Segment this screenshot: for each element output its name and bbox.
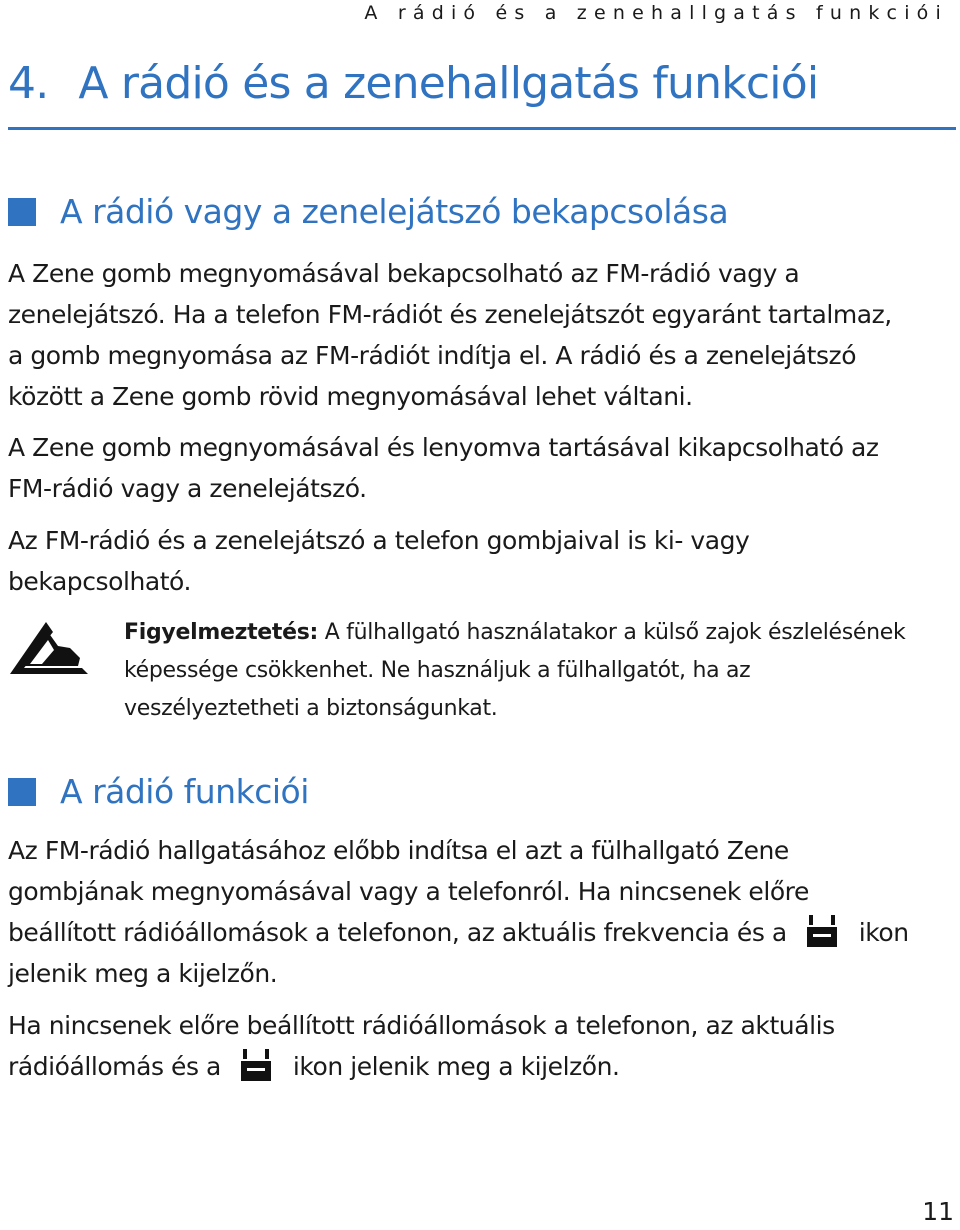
warning-text xyxy=(124,614,905,728)
square-bullet-icon xyxy=(8,778,36,806)
paragraph-power-on xyxy=(8,253,892,417)
paragraph-power-off xyxy=(8,427,879,509)
text-segment: beállított rádióállomások a telefonon, az aktuális frekvencia és a xyxy=(8,918,787,947)
paragraph-radio-station xyxy=(8,1005,835,1087)
text-line: bekapcsolható. xyxy=(8,567,191,596)
text-line: A Zene gomb megnyomásával és lenyomva tartásával kikapcsolható az xyxy=(8,433,879,462)
text-segment: ikon xyxy=(858,918,909,947)
paragraph-radio-start xyxy=(8,830,909,994)
text-line: gombjának megnyomásával vagy a telefonról. Ha nincsenek előre xyxy=(8,877,809,906)
text-line: zenelejátszó. Ha a telefon FM-rádiót és zenelejátszót egyaránt tartalmaz, xyxy=(8,300,892,329)
text-line: jelenik meg a kijelzőn. xyxy=(8,959,278,988)
warning-label: Figyelmeztetés: xyxy=(124,620,319,645)
text-line xyxy=(124,614,905,652)
radio-frequency-icon xyxy=(805,915,839,947)
text-line xyxy=(8,1046,835,1087)
text-line: a gomb megnyomása az FM-rádiót indítja el. A rádió és a zenelejátszó xyxy=(8,341,857,370)
text-line: Az FM-rádió és a zenelejátszó a telefon gombjaival is ki- vagy xyxy=(8,526,750,555)
chapter-title-text: A rádió és a zenehallgatás funkciói xyxy=(78,58,819,109)
warning-line-3: veszélyeztetheti a biztonságunkat. xyxy=(124,696,498,721)
radio-station-icon xyxy=(239,1049,273,1081)
warning-hand-icon xyxy=(8,620,90,676)
warning-line-2: képessége csökkenhet. Ne használjuk a fülhallgatót, ha az xyxy=(124,658,751,683)
page-number: 11 xyxy=(922,1197,954,1226)
text-line: FM-rádió vagy a zenelejátszó. xyxy=(8,474,367,503)
chapter-number: 4. xyxy=(8,58,49,109)
text-line: Ha nincsenek előre beállított rádióállomások a telefonon, az aktuális xyxy=(8,1011,835,1040)
paragraph-phone-keys xyxy=(8,520,749,602)
text-segment: ikon jelenik meg a kijelzőn. xyxy=(292,1052,620,1081)
chapter-rule xyxy=(8,127,956,130)
text-line: A Zene gomb megnyomásával bekapcsolható az FM-rádió vagy a xyxy=(8,259,800,288)
warning-line-1: A fülhallgató használatakor a külső zajok észlelésének xyxy=(318,620,906,645)
square-bullet-icon xyxy=(8,198,36,226)
chapter-title xyxy=(8,58,818,109)
text-segment: rádióállomás és a xyxy=(8,1052,221,1081)
text-line: között a Zene gomb rövid megnyomásával lehet váltani. xyxy=(8,382,693,411)
section-heading-power xyxy=(8,192,728,231)
section-heading-text: A rádió vagy a zenelejátszó bekapcsolása xyxy=(60,192,729,231)
text-line xyxy=(8,912,909,953)
section-heading-text: A rádió funkciói xyxy=(60,772,309,811)
text-line: Az FM-rádió hallgatásához előbb indítsa el azt a fülhallgató Zene xyxy=(8,836,789,865)
section-heading-radio-functions xyxy=(8,772,309,811)
running-header: A rádió és a zenehallgatás funkciói xyxy=(364,2,948,24)
